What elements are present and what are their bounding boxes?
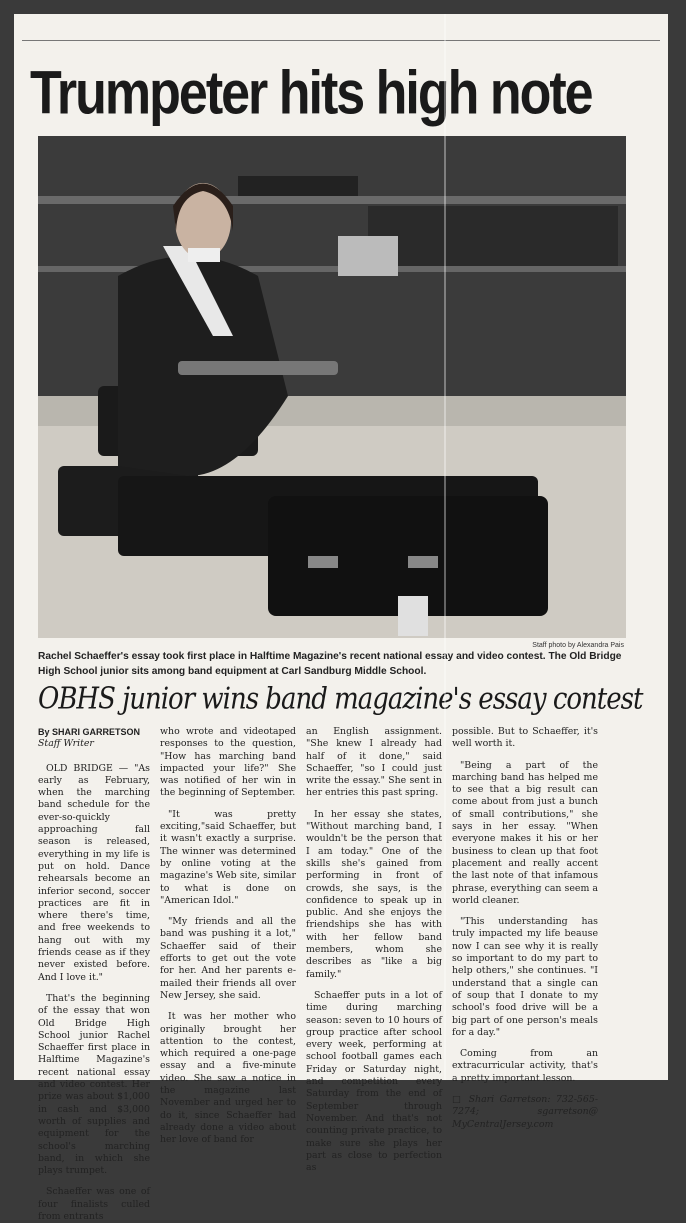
paragraph: OLD BRIDGE — "As early as February, when the marching band schedule for the ever-so-quickly approaching fall season is released, everything in my life is put on hold. Dance rehearsals become an inferior second, soccer practices are fit in where there's time, and free weekends to hang out with my friends cease as if they never existed before. And I love it." [38,762,150,983]
byline: By SHARI GARRETSON [38,727,141,737]
paragraph: It was her mother who originally brought her attention to the contest, which required a one-page essay and a five-minute video. She saw a notice in the magazine last November and urged her to do it, since Schaeffer had already done a video about her love of band for [160,1011,296,1146]
article-column-4 [452,726,598,1130]
paragraph: who wrote and videotaped responses to the question, "How has marching band impacted your life?" She was notified of her win in the beginning of September. [160,726,296,799]
paragraph: "This understanding has truly impacted my life beause now I can see why it is really so important to do my part to help others," she continues. "I understand that a single can of soup that I donate to my school's food drive will be a big part of one person's meals for a day." [452,916,598,1038]
paragraph: Schaeffer was one of four finalists culled from entrants [38,1186,150,1222]
headline: Trumpeter hits high note [30,59,592,128]
photo-credit: Staff photo by Alexandra Pais [532,642,624,649]
band-student-photo [38,136,626,638]
sub-headline: OBHS junior wins band magazine's essay contest [38,682,643,717]
paragraph: "It was pretty exciting,"said Schaeffer, but it wasn't exactly a surprise. The winner was determined by online voting at the magazine's Web site, similar to what is done on "American Idol." [160,808,296,906]
paragraph: possible. But to Schaeffer, it's well worth it. [452,726,598,750]
paragraph: Coming from an extracurricular activity, that's a pretty important lesson. [452,1048,598,1084]
top-rule [22,40,660,41]
paragraph: an English assignment. "She knew I already had half of it done," said Schaeffer, "so I could just write the essay." She sent in her entries this past spring. [306,726,442,799]
photo-illustration [38,136,626,638]
paragraph: "Being a part of the marching band has helped me to see that a big result can come about from just a bunch of small contributions," she says in her essay. "When everyone makes it his or her business to clean up that foot placement and really accent the last note of that infamous phrase, everything can seem a world cleaner. [452,759,598,906]
byline-role: Staff Writer [38,738,94,750]
article-column-3 [306,726,442,1174]
author-contact: □ Shari Garretson: 732-565-7274; sgarretson@ MyCentralJersey.com [452,1094,598,1130]
paper-fold-line [444,14,446,1080]
paragraph: In her essay she states, "Without marching band, I wouldn't be the person that I am today." One of the skills she's gained from performing in front of crowds, she says, is the confidence to speak up in public. And she enjoys the friendships she has with with her fellow band members, whom she describes as "like a big family." [306,808,442,980]
newspaper-clipping [14,14,668,1222]
article-column-1 [38,726,150,1222]
article-body [38,726,640,1222]
photo-caption: Rachel Schaeffer's essay took first place in Halftime Magazine's recent national essay and video contest. The Old Bridge High School junior sits among band equipment at Carl Sandburg Middle School. [38,651,622,677]
paragraph: That's the beginning of the essay that won Old Bridge High School junior Rachel Schaeffer first place in Halftime Magazine's recent national essay and video contest. Her prize was about $1,000 in cash and $3,000 worth of supplies and equipment for the school's marching band, in which she plays trumpet. [38,992,150,1177]
article-column-2 [160,726,296,1146]
paragraph: "My friends and all the band was pushing it a lot," Schaeffer said of their efforts to get out the vote for her. And her parents e-mailed their friends all over New Jersey, she said. [160,916,296,1001]
paragraph: Schaeffer puts in a lot of time during marching season: seven to 10 hours of group practice after school every week, performing at school football games each Friday or Saturday night, and competition every Saturday from the end of September through November. And that's not counting private practice, to make sure she plays her part as close to perfection as [306,989,442,1174]
